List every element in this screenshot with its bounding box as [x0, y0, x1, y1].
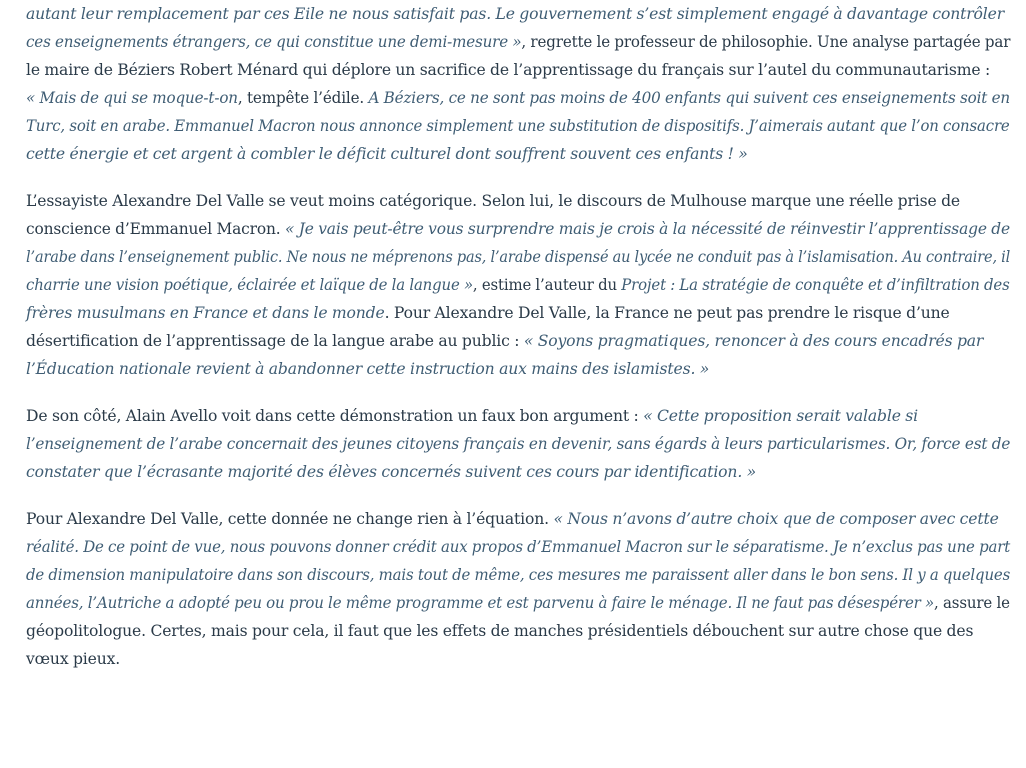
text-line — [26, 271, 1010, 299]
text-line — [26, 355, 1010, 383]
body-text: conscience d’Emmanuel Macron. — [26, 220, 286, 238]
text-line — [26, 533, 1011, 561]
text-line — [26, 589, 1010, 617]
quote-text: « Cette proposition serait valable si — [643, 407, 918, 425]
quote-text: frères musulmans en France et dans le monde — [26, 304, 385, 322]
quote-text: années, l’Autriche a adopté peu ou prou le même programme et est parvenu à faire le ménage. Il ne faut pas désespérer » — [26, 594, 935, 612]
body-text: . Pour Alexandre Del Valle, la France ne peut pas prendre le risque d’une — [384, 304, 950, 322]
body-text: , estime l’auteur du — [472, 276, 622, 294]
paragraph — [26, 402, 1010, 486]
body-text: le maire de Béziers Robert Ménard qui déplore un sacrifice de l’apprentissage du français sur l’autel du communautarisme : — [26, 61, 991, 79]
quote-text: l’Éducation nationale revient à abandonner cette instruction aux mains des islamistes. » — [26, 360, 710, 378]
text-line — [26, 458, 1010, 486]
text-line — [26, 56, 1010, 84]
quote-text: de dimension manipulatoire dans son discours, mais tout de même, ces mesures me paraissent aller dans le bon sens. Il y a quelques — [26, 566, 1011, 584]
body-text: , regrette le professeur de philosophie. Une analyse partagée par — [521, 33, 1011, 51]
text-line — [26, 215, 1010, 243]
paragraph — [26, 187, 1010, 383]
quote-text: « Nous n’avons d’autre choix que de composer avec cette — [553, 510, 999, 528]
quote-text: « Soyons pragmatiques, renoncer à des cours encadrés par — [523, 332, 984, 350]
quote-text: charrie une vision poétique, éclairée et laïque de la langue » — [26, 276, 473, 294]
quote-text: « Je vais peut-être vous surprendre mais je crois à la nécessité de réinvestir l’apprentissage de — [285, 220, 1010, 238]
text-line — [26, 430, 1011, 458]
text-line — [26, 327, 1010, 355]
quote-text: Projet : La stratégie de conquête et d’infiltration des — [621, 276, 1010, 294]
text-line — [26, 299, 1010, 327]
quote-text: « Mais de qui se moque-t-on — [26, 89, 238, 107]
text-line — [26, 112, 1010, 140]
quote-text: l’enseignement de l’arabe concernait des jeunes citoyens français en devenir, sans égards à leurs particularismes. Or, force est de — [26, 435, 1011, 453]
text-line — [26, 0, 1010, 28]
text-line — [26, 243, 1011, 271]
quote-text: constater que l’écrasante majorité des élèves concernés suivent ces cours par identification. » — [26, 463, 757, 481]
body-text: , assure le — [934, 594, 1010, 612]
text-line — [26, 505, 1010, 533]
quote-text: ces enseignements étrangers, ce qui constitue une demi-mesure » — [26, 33, 522, 51]
body-text: désertification de l’apprentissage de la langue arabe au public : — [26, 332, 524, 350]
text-line — [26, 617, 1010, 645]
quote-text: Turc, soit en arabe. Emmanuel Macron nous annonce simplement une substitution de dispositifs. J’aimerais autant que l’on consacre — [26, 117, 1010, 135]
text-line — [26, 84, 1011, 112]
text-line — [26, 402, 1010, 430]
body-text: , tempête l’édile. — [237, 89, 369, 107]
body-text: Pour Alexandre Del Valle, cette donnée ne change rien à l’équation. — [26, 510, 554, 528]
text-line — [26, 187, 1010, 215]
quote-text: autant leur remplacement par ces Eile ne nous satisfait pas. Le gouvernement s’est simplement engagé à davantage contrôler — [26, 5, 1005, 23]
quote-text: A Béziers, ce ne sont pas moins de 400 enfants qui suivent ces enseignements soit en — [368, 89, 1011, 107]
body-text: géopolitologue. Certes, mais pour cela, il faut que les effets de manches présidentiels débouchent sur autre chose que des — [26, 622, 974, 640]
article-body — [26, 0, 1010, 692]
body-text: vœux pieux. — [26, 650, 121, 668]
quote-text: l’arabe dans l’enseignement public. Ne nous ne méprenons pas, l’arabe dispensé au lycée ne conduit pas à l’islamisation. Au contraire, il — [26, 248, 1011, 266]
text-line — [26, 28, 1011, 56]
body-text: De son côté, Alain Avello voit dans cette démonstration un faux bon argument : — [26, 407, 644, 425]
paragraph — [26, 0, 1010, 168]
quote-text: cette énergie et cet argent à combler le déficit culturel dont souffrent souvent ces enfants ! » — [26, 145, 748, 163]
paragraph — [26, 505, 1010, 673]
text-line — [26, 645, 1010, 673]
quote-text: réalité. De ce point de vue, nous pouvons donner crédit aux propos d’Emmanuel Macron sur le séparatisme. Je n’exclus pas une part — [26, 538, 1011, 556]
body-text: L’essayiste Alexandre Del Valle se veut moins catégorique. Selon lui, le discours de Mulhouse marque une réelle prise de — [26, 192, 960, 210]
text-line — [26, 561, 1011, 589]
text-line — [26, 140, 1010, 168]
